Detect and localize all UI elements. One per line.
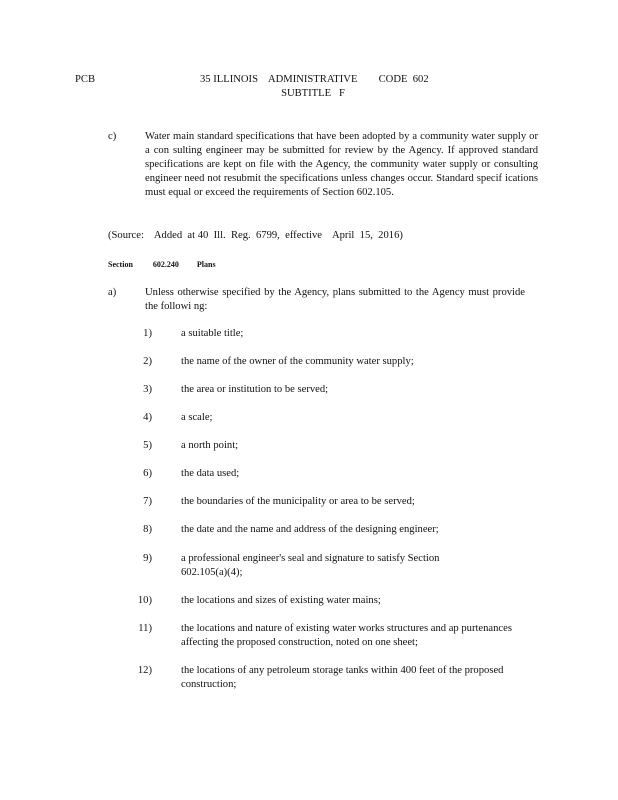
item-text: the locations and sizes of existing water mains; (181, 595, 381, 606)
section-number: 602.240 (152, 260, 179, 269)
item-text: the data used; (181, 468, 240, 479)
item-text: the locations of any petroleum storage tanks within 400 feet of the proposed construction; (181, 665, 504, 690)
section-heading (108, 258, 216, 272)
section-label: Section (108, 260, 133, 269)
source-note: (Source: Added at 40 Ill. Reg. 6799, effective April 15, 2016) (108, 230, 403, 241)
item-text: the locations and nature of existing water works structures and ap purtenances affecting the proposed construction, noted on one sheet; (181, 623, 512, 648)
item-text: a scale; (181, 412, 213, 423)
section-title: Plans (196, 260, 216, 269)
item-text: the area or institution to be served; (181, 384, 329, 395)
item-text: the date and the name and address of the designing engineer; (181, 524, 439, 535)
item-number: 10) (137, 595, 152, 606)
item-number: 4) (143, 412, 152, 423)
clause-c-text: Water main standard specifications that have been adopted by a community water supply or a con sulting engineer may be submitted for review by the Agency. If approved standard specifications are kept on file with the Agency, the community water supply or consulting engineer need not resubmit the specifications unless changes occur. Standard specif ications must equal or exceed the requirements of Section 602.105. (145, 131, 538, 198)
item-number: 5) (143, 440, 152, 451)
item-number: 2) (143, 356, 152, 367)
header-title: 35 ILLINOIS ADMINISTRATIVE CODE 602 (200, 74, 429, 85)
item-number: 8) (143, 524, 152, 535)
item-number: 9) (143, 553, 152, 564)
clause-a-marker: a) (108, 287, 117, 298)
clause-a-text: Unless otherwise specified by the Agency, plans submitted to the Agency must provide the followi ng: (145, 287, 525, 312)
header-subtitle: SUBTITLE F (281, 88, 345, 99)
item-number: 7) (143, 496, 152, 507)
item-text: a suitable title; (181, 328, 244, 339)
header-left: PCB (75, 74, 96, 85)
item-text: the boundaries of the municipality or area to be served; (181, 496, 415, 507)
clause-c-marker: c) (108, 131, 117, 142)
item-text: a north point; (181, 440, 239, 451)
item-number: 11) (138, 623, 152, 634)
item-number: 3) (143, 384, 152, 395)
item-text: the name of the owner of the community water supply; (181, 356, 414, 367)
item-number: 1) (143, 328, 152, 339)
item-number: 12) (137, 665, 152, 676)
item-text: a professional engineer's seal and signature to satisfy Section 602.105(a)(4); (181, 553, 440, 578)
item-number: 6) (143, 468, 152, 479)
